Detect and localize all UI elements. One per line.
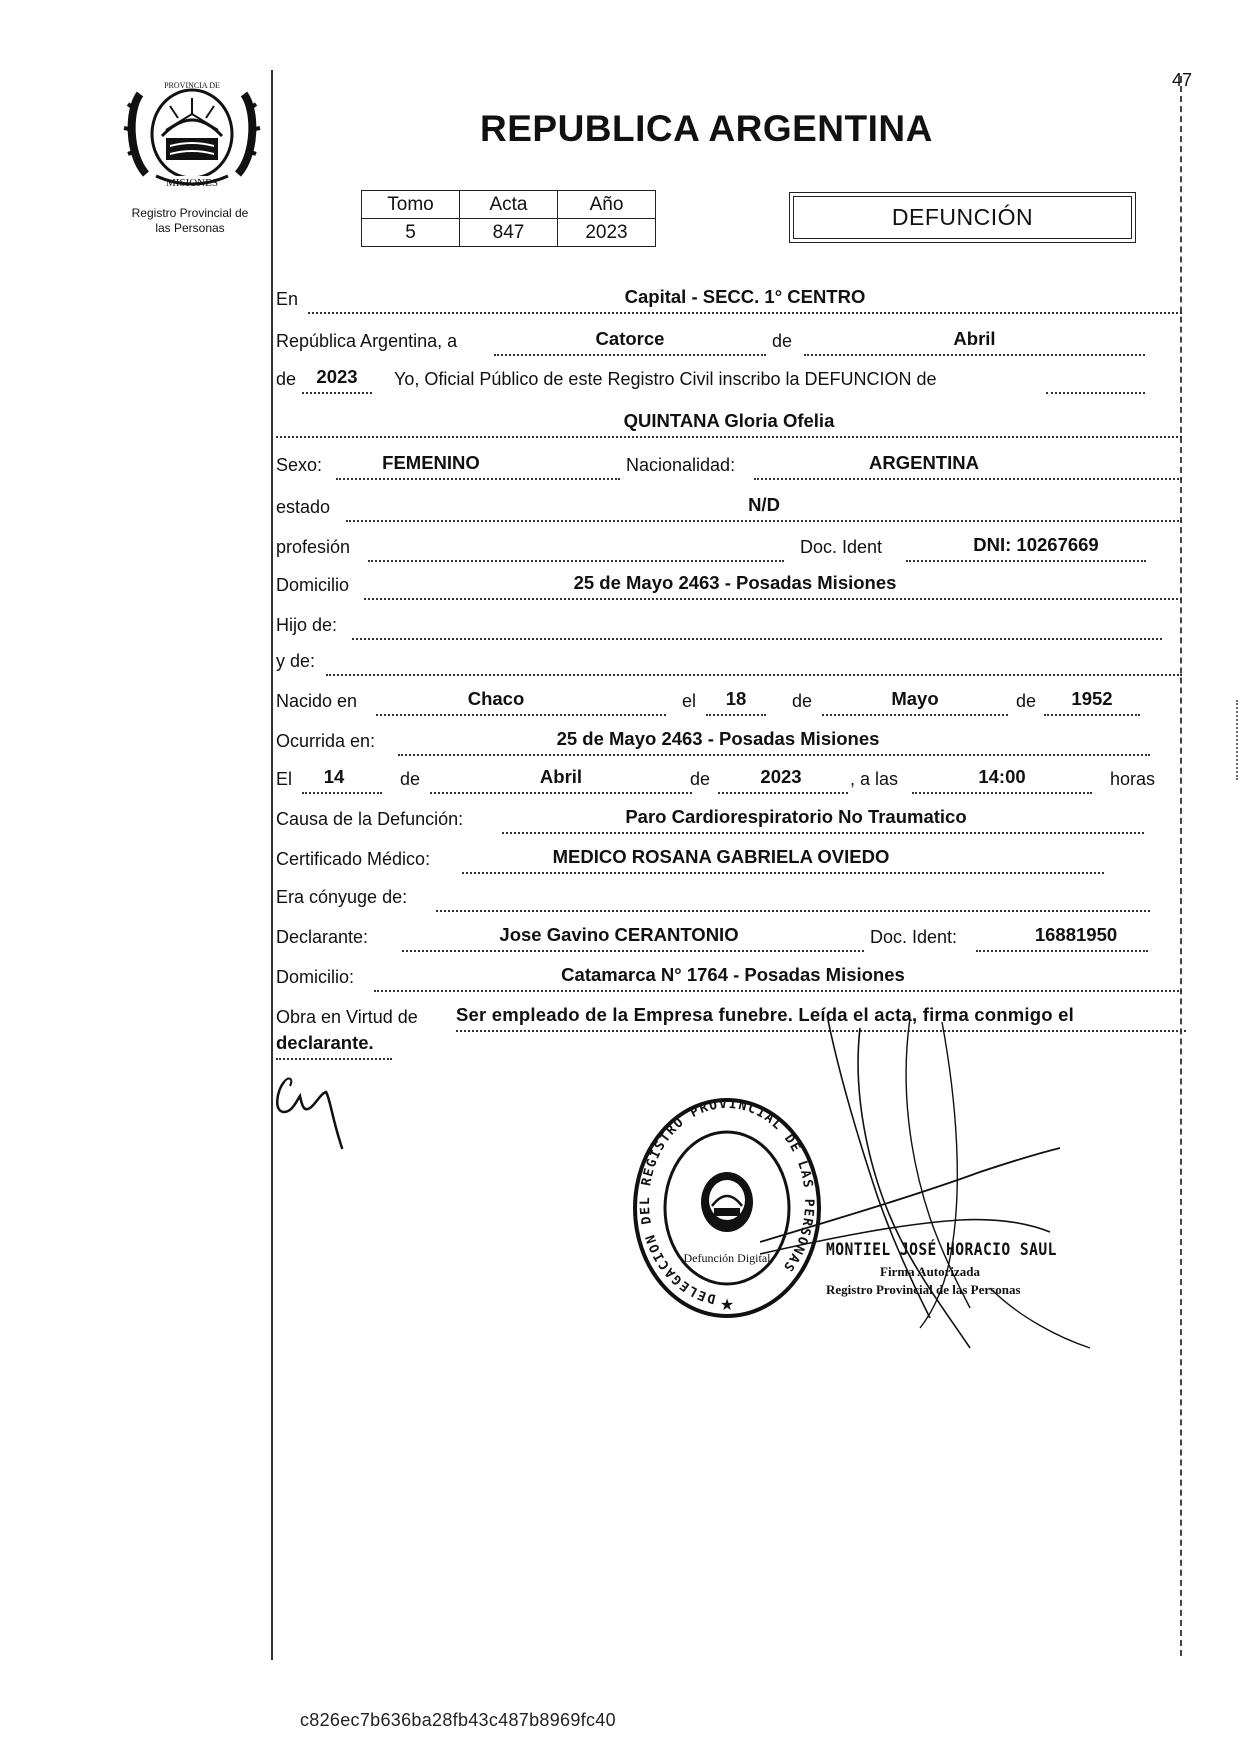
birth-month-value: Mayo xyxy=(891,688,939,709)
birth-year-value: 1952 xyxy=(1071,688,1113,709)
row-y-de xyxy=(276,648,1182,678)
doc-ident-label: Doc. Ident xyxy=(800,537,883,557)
row-declarante xyxy=(276,924,1182,954)
dotted-line xyxy=(718,792,848,794)
dotted-line xyxy=(822,714,1008,716)
record-type-box: DEFUNCIÓN xyxy=(793,196,1132,239)
document-hash: c826ec7b636ba28fb43c487b8969fc40 xyxy=(300,1710,616,1730)
death-time-value: 14:00 xyxy=(978,766,1026,787)
dotted-line xyxy=(368,560,784,562)
causa-value: Paro Cardiorespiratorio No Traumatico xyxy=(625,806,967,827)
el-cap-label: El xyxy=(276,769,293,789)
province-crest-icon xyxy=(122,74,262,196)
a-las-label: , a las xyxy=(850,769,899,789)
dotted-line xyxy=(364,598,1182,600)
declarante-doc-label: Doc. Ident: xyxy=(870,927,958,947)
ocurrida-label: Ocurrida en: xyxy=(276,731,376,751)
day-words-value: Catorce xyxy=(595,328,665,349)
certificado-label: Certificado Médico: xyxy=(276,849,431,869)
dotted-line xyxy=(276,1058,392,1060)
dotted-line xyxy=(804,354,1145,356)
declarante-doc-value: 16881950 xyxy=(1034,924,1118,945)
official-org: Registro Provincial de las Personas xyxy=(826,1282,1021,1297)
inscripcion-text: Yo, Oficial Público de este Registro Civil inscribo la DEFUNCION de xyxy=(394,369,937,389)
y-de-label: y de: xyxy=(276,651,316,671)
page-number: 47 xyxy=(1172,70,1193,90)
row-profesion xyxy=(276,534,1182,564)
domicilio-label: Domicilio xyxy=(276,575,350,595)
seal-inner-text: Defunción Digital xyxy=(683,1251,771,1265)
row-certificado xyxy=(276,846,1182,876)
causa-label: Causa de la Defunción: xyxy=(276,809,464,829)
birth-de-label: de xyxy=(792,691,813,711)
anio-label: Año xyxy=(558,191,656,219)
dotted-line xyxy=(1046,392,1145,394)
obra-value: Ser empleado de la Empresa funebre. Leída el acta, firma conmigo el xyxy=(456,1004,1074,1025)
dotted-line xyxy=(308,312,1182,314)
el-label: el xyxy=(682,691,697,711)
row-estado xyxy=(276,494,1182,524)
svg-text:MISIONES: MISIONES xyxy=(166,177,218,189)
dotted-line xyxy=(374,990,1182,992)
registry-name xyxy=(95,206,285,236)
anio-value: 2023 xyxy=(558,219,656,247)
dotted-line xyxy=(402,950,864,952)
seal-crest-icon xyxy=(701,1172,753,1232)
dotted-line xyxy=(462,872,1104,874)
death-day-value: 14 xyxy=(323,766,345,787)
authorized-signature-stamp xyxy=(826,1240,1096,1320)
de-label: de xyxy=(772,331,793,351)
dotted-line xyxy=(302,792,382,794)
hijo-de-label: Hijo de: xyxy=(276,615,338,635)
nacionalidad-value: ARGENTINA xyxy=(869,452,979,473)
dotted-line xyxy=(336,478,620,480)
row-deceased-name xyxy=(276,410,1182,440)
record-number-table xyxy=(361,190,656,247)
death-month-value: Abril xyxy=(539,766,583,787)
acta-label: Acta xyxy=(460,191,558,219)
row-ocurrida xyxy=(276,728,1182,758)
row-conyuge xyxy=(276,884,1182,914)
dotted-line xyxy=(326,674,1182,676)
seal-ring-text: DELEGACION DEL REGISTRO PROVINCIAL DE LAS PERSONAS xyxy=(637,1096,817,1306)
month-value: Abril xyxy=(953,328,996,349)
dotted-line xyxy=(976,950,1148,952)
dotted-line xyxy=(754,478,1182,480)
profesion-label: profesión xyxy=(276,537,351,557)
certificado-value: MEDICO ROSANA GABRIELA OVIEDO xyxy=(552,846,890,867)
death-de-label: de xyxy=(690,769,711,789)
domicilio-value: 25 de Mayo 2463 - Posadas Misiones xyxy=(573,572,897,593)
estado-value: N/D xyxy=(748,494,780,515)
deceased-name-value: QUINTANA Gloria Ofelia xyxy=(623,410,835,431)
dotted-line xyxy=(302,392,372,394)
year-prefix-label: de xyxy=(276,369,297,389)
declarante-label: Declarante: xyxy=(276,927,369,947)
ocurrida-value: 25 de Mayo 2463 - Posadas Misiones xyxy=(556,728,880,749)
dotted-line xyxy=(276,436,1182,438)
star-icon: ★ xyxy=(719,1297,735,1314)
dotted-line xyxy=(494,354,766,356)
death-year-value: 2023 xyxy=(760,766,802,787)
domicilio2-value: Catamarca N° 1764 - Posadas Misiones xyxy=(561,964,905,985)
official-role: Firma Autorizada xyxy=(880,1264,981,1279)
horas-label: horas xyxy=(1110,769,1156,789)
scan-mark xyxy=(1236,700,1240,780)
page-title: REPUBLICA ARGENTINA xyxy=(480,108,933,149)
domicilio2-label: Domicilio: xyxy=(276,967,355,987)
estado-label: estado xyxy=(276,497,331,517)
svg-text:PROVINCIA DE: PROVINCIA DE xyxy=(164,81,220,90)
nacido-en-value: Chaco xyxy=(467,688,525,709)
republica-label: República Argentina, a xyxy=(276,331,458,351)
row-obra-continuation xyxy=(276,1032,396,1062)
initials-signature xyxy=(270,1062,370,1152)
dotted-line xyxy=(430,792,692,794)
row-domicilio-declarante xyxy=(276,964,1182,994)
row-nacido xyxy=(276,688,1182,718)
dotted-line xyxy=(1044,714,1140,716)
obra-label: Obra en Virtud de xyxy=(276,1007,418,1027)
death-de-label: de xyxy=(400,769,421,789)
dotted-line xyxy=(912,792,1092,794)
dotted-line xyxy=(346,520,1182,522)
row-causa xyxy=(276,806,1182,836)
year-value: 2023 xyxy=(316,366,358,387)
official-name: MONTIEL JOSÉ HORACIO SAUL xyxy=(826,1240,1057,1260)
row-inscripcion xyxy=(276,366,1182,396)
row-hijo-de xyxy=(276,612,1182,642)
birth-de-label: de xyxy=(1016,691,1037,711)
doc-ident-value: DNI: 10267669 xyxy=(973,534,1099,555)
dotted-line xyxy=(706,714,766,716)
nacido-en-label: Nacido en xyxy=(276,691,358,711)
tomo-value: 5 xyxy=(362,219,460,247)
registry-name-line: Registro Provincial de xyxy=(131,206,249,220)
obra-value-continuation: declarante. xyxy=(276,1032,374,1053)
row-sexo xyxy=(276,452,1182,482)
registry-name-line: las Personas xyxy=(155,221,225,235)
row-domicilio xyxy=(276,572,1182,602)
en-label: En xyxy=(276,289,299,309)
left-margin-rule xyxy=(271,70,273,1660)
row-fecha-defuncion xyxy=(276,766,1182,796)
dotted-line xyxy=(398,754,1150,756)
conyuge-label: Era cónyuge de: xyxy=(276,887,408,907)
birth-day-value: 18 xyxy=(725,688,747,709)
dotted-line xyxy=(906,560,1146,562)
sexo-label: Sexo: xyxy=(276,455,323,475)
declarante-value: Jose Gavino CERANTONIO xyxy=(499,924,739,945)
dotted-line xyxy=(376,714,666,716)
dotted-line xyxy=(502,832,1144,834)
row-en xyxy=(276,286,1182,316)
acta-value: 847 xyxy=(460,219,558,247)
sexo-value: FEMENINO xyxy=(382,452,480,473)
place-value: Capital - SECC. 1° CENTRO xyxy=(624,286,866,307)
tomo-label: Tomo xyxy=(362,191,460,219)
nacionalidad-label: Nacionalidad: xyxy=(626,455,736,475)
row-fecha xyxy=(276,328,1182,358)
dotted-line xyxy=(352,638,1162,640)
dotted-line xyxy=(436,910,1150,912)
